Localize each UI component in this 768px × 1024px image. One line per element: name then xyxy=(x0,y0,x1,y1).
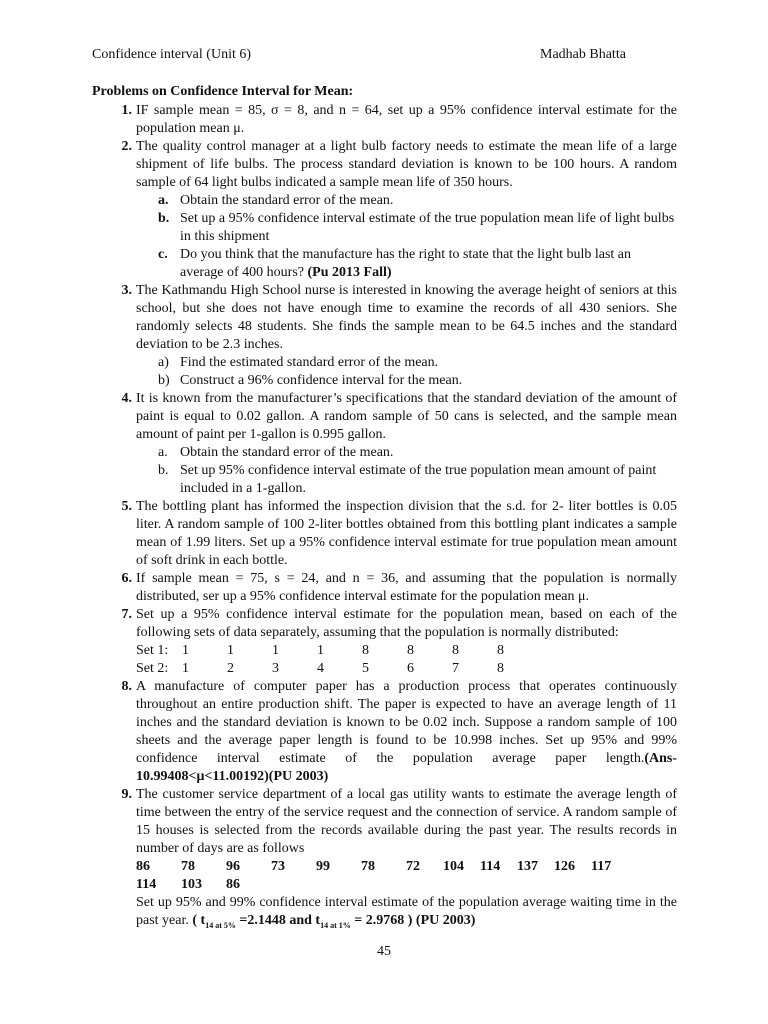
set-value: 5 xyxy=(362,661,369,676)
set-value: 7 xyxy=(452,661,459,676)
problem-number: 3. xyxy=(121,283,132,298)
t-values xyxy=(192,913,475,928)
task-text: Set up 95% and 99% confidence interval estimate of the population average waiting time in the past year. xyxy=(136,895,677,928)
set-value: 1 xyxy=(317,643,324,658)
problem-4-part-b xyxy=(136,462,677,498)
set-value: 4 xyxy=(317,661,324,676)
part-text: Obtain the standard error of the mean. xyxy=(180,445,394,460)
data-value: 73 xyxy=(271,859,285,874)
exam-reference: (Pu 2013 Fall) xyxy=(307,265,392,280)
problem-9 xyxy=(121,786,677,858)
part-label: b) xyxy=(158,373,170,388)
data-value: 96 xyxy=(226,859,240,874)
t-subscript-1: 14 at 1% xyxy=(320,920,351,930)
data-value: 99 xyxy=(316,859,330,874)
t-open: ( t xyxy=(192,913,206,928)
data-value: 137 xyxy=(517,859,538,874)
set-value: 1 xyxy=(272,643,279,658)
problem-number: 9. xyxy=(121,787,132,802)
problem-text: Set up a 95% confidence interval estimate for the population mean, based on each of the following sets of data separately, assuming that the population is normally distributed: xyxy=(136,607,677,640)
problem-1 xyxy=(121,102,677,138)
header-author: Madhab Bhatta xyxy=(540,47,626,62)
problem-2-part-b xyxy=(136,210,677,246)
data-value: 104 xyxy=(443,859,464,874)
problem-7 xyxy=(121,606,677,642)
part-text: Do you think that the manufacture has the right to state that the light bulb last an average of 400 hours? xyxy=(180,247,632,280)
part-label: a. xyxy=(158,193,169,208)
data-value: 86 xyxy=(226,877,240,892)
set-value: 1 xyxy=(182,643,189,658)
problem-text: A manufacture of computer paper has a production process that operates continuously throughout an entire production shift. The paper is expected to have an average length of 11 inches and the standard deviation is known to be 0.02 inch. Suppose a random sample of 100 sheets and the average paper length is found to be 10.998 inches. Set up 95% and 99% confidence interval estimate of the population average paper length. xyxy=(136,679,677,766)
set-value: 6 xyxy=(407,661,414,676)
header-unit-title: Confidence interval (Unit 6) xyxy=(92,47,252,62)
problem-6 xyxy=(121,570,677,606)
page-number: 45 xyxy=(377,944,391,959)
problem-number: 6. xyxy=(121,571,132,586)
answer-reference: (Ans- 10.99408<μ<11.00192)(PU 2003) xyxy=(136,751,677,784)
problem-3-part-a xyxy=(136,354,677,372)
data-value: 114 xyxy=(136,877,157,892)
problem-5 xyxy=(121,498,677,570)
problem-text: It is known from the manufacturer’s specifications that the standard deviation of the amount of paint is equal to 0.02 gallon. A random sample of 50 cans is selected, and the sample mean amount of paint per 1-gallon is 0.995 gallon. xyxy=(136,391,677,442)
problem-list xyxy=(121,102,677,935)
part-label: c. xyxy=(158,247,168,262)
problem-text: The Kathmandu High School nurse is interested in knowing the average height of seniors at this school, but she does not have enough time to examine the records of all 430 seniors. She randomly selects 48 students. She finds the sample mean to be 64.5 inches and the standard deviation to be 2.3 inches. xyxy=(136,283,677,352)
problem-8 xyxy=(121,678,677,786)
data-value: 126 xyxy=(554,859,575,874)
problem-text: The quality control manager at a light bulb factory needs to estimate the mean life of a large shipment of life bulbs. The process standard deviation is known to be 100 hours. A random sample of 64 light bulbs indicated a sample mean life of 350 hours. xyxy=(136,139,677,190)
problem-number: 4. xyxy=(121,391,132,406)
set-label: Set 2: xyxy=(136,661,169,676)
section-title: Problems on Confidence Interval for Mean: xyxy=(92,84,354,99)
part-text: Obtain the standard error of the mean. xyxy=(180,193,394,208)
problem-text: The customer service department of a local gas utility wants to estimate the average length of time between the entry of the service request and the connection of service. A random sample of 15 houses is selected from the records available during the past year. The results records in number of days are as follows xyxy=(136,787,677,856)
set-value: 8 xyxy=(362,643,369,658)
problem-number: 5. xyxy=(121,499,132,514)
set-label: Set 1: xyxy=(136,643,169,658)
problem-9-task xyxy=(136,894,677,935)
set-value: 1 xyxy=(182,661,189,676)
t-value-5: =2.1448 and t xyxy=(235,913,321,928)
part-text: Set up 95% confidence interval estimate of the true population mean amount of paint included in a 1-gallon. xyxy=(180,463,657,496)
t-subscript-5: 14 at 5% xyxy=(205,920,236,930)
data-value: 78 xyxy=(361,859,375,874)
problem-3-part-b xyxy=(136,372,677,390)
problem-number: 1. xyxy=(121,103,132,118)
data-value: 114 xyxy=(480,859,501,874)
part-label: a. xyxy=(158,445,168,460)
data-value: 72 xyxy=(406,859,420,874)
problem-text: The bottling plant has informed the inspection division that the s.d. for 2- liter bottles is 0.05 liter. A random sample of 100 2-liter bottles obtained from this bottling plant indicates a sample mean of 1.99 liters. Set up a 95% confidence interval estimate for true population mean amount of soft drink in each bottle. xyxy=(136,499,677,568)
data-value: 103 xyxy=(181,877,202,892)
problem-4 xyxy=(121,390,677,444)
part-text: Set up a 95% confidence interval estimate of the true population mean life of light bulbs in this shipment xyxy=(180,211,675,244)
set-value: 8 xyxy=(497,643,504,658)
problem-text: If sample mean = 75, s = 24, and n = 36, and assuming that the population is normally distributed, ser up a 95% confidence interval estimate for the population mean μ. xyxy=(136,571,677,604)
data-set-1 xyxy=(136,642,677,660)
problem-2-part-a xyxy=(136,192,677,210)
waiting-days-row-2 xyxy=(136,876,677,894)
set-value: 8 xyxy=(452,643,459,658)
problem-4-part-a xyxy=(136,444,677,462)
part-text: Construct a 96% confidence interval for the mean. xyxy=(180,373,463,388)
waiting-days-row-1 xyxy=(136,858,677,876)
data-set-2 xyxy=(136,660,677,678)
t-value-1: = 2.9768 ) (PU 2003) xyxy=(350,913,476,928)
problem-2-part-c xyxy=(136,246,677,282)
set-value: 8 xyxy=(407,643,414,658)
data-value: 78 xyxy=(181,859,195,874)
part-label: b. xyxy=(158,463,169,478)
set-value: 3 xyxy=(272,661,279,676)
set-value: 2 xyxy=(227,661,234,676)
data-value: 86 xyxy=(136,859,150,874)
part-label: b. xyxy=(158,211,170,226)
set-value: 1 xyxy=(227,643,234,658)
data-value: 117 xyxy=(591,859,612,874)
part-label: a) xyxy=(158,355,169,370)
problem-number: 7. xyxy=(121,607,132,622)
problem-3 xyxy=(121,282,677,354)
part-text: Find the estimated standard error of the mean. xyxy=(180,355,439,370)
problem-text: IF sample mean = 85, σ = 8, and n = 64, set up a 95% confidence interval estimate for the population mean μ. xyxy=(136,103,677,136)
problem-2 xyxy=(121,138,677,192)
problem-number: 2. xyxy=(121,139,132,154)
set-value: 8 xyxy=(497,661,504,676)
problem-number: 8. xyxy=(121,679,132,694)
